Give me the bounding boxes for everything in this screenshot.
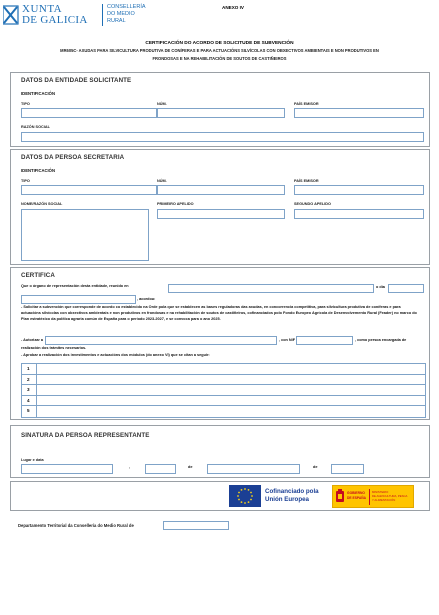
secretaria-pais-label: PAÍS EMISOR bbox=[294, 179, 319, 183]
row-number: 2 bbox=[27, 376, 30, 382]
secretaria-section bbox=[10, 149, 430, 265]
o-dia-text: o día bbox=[376, 285, 385, 289]
data-acordo-field[interactable] bbox=[21, 295, 136, 304]
row-number: 5 bbox=[27, 408, 30, 414]
table-row[interactable] bbox=[22, 396, 425, 407]
de-text-1: de bbox=[188, 465, 193, 469]
secretaria-pais-field[interactable] bbox=[294, 185, 424, 195]
secretaria-tipo-label: TIPO bbox=[21, 179, 30, 183]
entidade-tipo-field[interactable] bbox=[21, 108, 157, 118]
ministry-divider bbox=[369, 489, 370, 505]
xunta-logo bbox=[3, 3, 153, 29]
day-field[interactable] bbox=[145, 464, 176, 474]
secretaria-title: DATOS DA PERSOA SECRETARIA bbox=[21, 154, 125, 161]
nif-field[interactable] bbox=[296, 336, 353, 345]
secretaria-num-label: NÚM. bbox=[157, 179, 167, 183]
lugar-data-label: Lugar e data bbox=[21, 458, 44, 462]
acordou-text: , acordou: bbox=[137, 297, 156, 301]
entidade-razon-label: RAZÓN SOCIAL bbox=[21, 125, 50, 129]
entidade-tipo-label: TIPO bbox=[21, 102, 30, 106]
row-number: 3 bbox=[27, 387, 30, 393]
secretaria-tipo-field[interactable] bbox=[21, 185, 157, 195]
entidade-identificacion: IDENTIFICACIÓN bbox=[21, 91, 55, 96]
lugar-field[interactable] bbox=[21, 464, 113, 474]
sinatura-title: SINATURA DA PERSOA REPRESENTANTE bbox=[21, 432, 150, 439]
entidade-num-label: NÚM. bbox=[157, 102, 167, 106]
eu-text-1: Cofinanciado pola bbox=[265, 488, 319, 495]
entidade-title: DATOS DA ENTIDADE SOLICITANTE bbox=[21, 77, 132, 84]
secretaria-apelido1-label: PRIMEIRO APELIDO bbox=[157, 202, 194, 206]
eu-flag-icon bbox=[229, 485, 261, 507]
min-line2: DE AGRICULTURA, PESCA bbox=[372, 494, 408, 498]
document-subtitle-2: FRONDOSAS E NA REHABILITACIÓN DE SOUTOS DE CASTIÑEIROS bbox=[152, 56, 287, 61]
table-row[interactable] bbox=[22, 385, 425, 396]
table-row[interactable] bbox=[22, 406, 425, 417]
annex-label: ANEXO IV bbox=[222, 5, 244, 10]
entidade-razon-field[interactable] bbox=[21, 132, 424, 142]
entidade-pais-field[interactable] bbox=[294, 108, 424, 118]
spain-coat-of-arms-icon bbox=[335, 489, 345, 504]
departamento-field[interactable] bbox=[163, 521, 229, 530]
entidade-num-field[interactable] bbox=[157, 108, 285, 118]
aprobar-text: - Aprobar a realización dos investimentos e actuacións dos módulos (do anexo VI) que se citan a seguir: bbox=[21, 353, 210, 357]
comma-sep: , bbox=[129, 465, 131, 469]
sinatura-section bbox=[10, 425, 430, 478]
de-text-2: de bbox=[313, 465, 318, 469]
entidade-pais-label: PAÍS EMISOR bbox=[294, 102, 319, 106]
secretaria-nome-field[interactable] bbox=[21, 209, 149, 261]
document-subtitle-1: MR605C- AXUDAS PARA SILVICULTURA PRODUTIVA DE CONÍFERAS E PARA ACTUACIÓNS SILVÍCOLAS CON OBXECTIVOS AMBIENTAIS E NON PRODUTIVOS EN bbox=[60, 48, 379, 53]
min-line1: MINISTERIO bbox=[372, 490, 389, 494]
organo-field[interactable] bbox=[168, 284, 374, 293]
dept-line3: RURAL bbox=[107, 18, 126, 24]
dia-field[interactable] bbox=[388, 284, 424, 293]
dept-line2: DO MEDIO bbox=[107, 11, 135, 17]
secretaria-num-field[interactable] bbox=[157, 185, 285, 195]
org-name-line2: DE GALICIA bbox=[22, 14, 88, 26]
autorizar-persoa-field[interactable] bbox=[45, 336, 277, 345]
certifica-section bbox=[10, 267, 430, 420]
secretaria-apelido2-field[interactable] bbox=[294, 209, 424, 219]
secretaria-identificacion: IDENTIFICACIÓN bbox=[21, 168, 55, 173]
certifica-line1-text: Que o órgano de representación desta entidade, reunido en bbox=[21, 284, 129, 288]
secretaria-nome-label: NOME/RAZÓN SOCIAL bbox=[21, 202, 63, 206]
entidade-section bbox=[10, 72, 430, 147]
autorizar-text: - Autorizar a bbox=[21, 338, 44, 342]
realizacion-text: realización dos trámites necesarios. bbox=[21, 346, 87, 350]
gov-line2: DE ESPAÑA bbox=[347, 496, 366, 500]
secretaria-apelido2-label: SEGUNDO APELIDO bbox=[294, 202, 331, 206]
como-persoa-text: , como persoa encargada de bbox=[355, 338, 407, 342]
departamento-label: Departamento Territorial da Consellería do Medio Rural de bbox=[18, 523, 134, 528]
table-row[interactable] bbox=[22, 375, 425, 386]
month-field[interactable] bbox=[207, 464, 300, 474]
logos-strip bbox=[10, 481, 430, 511]
certifica-title: CERTIFICA bbox=[21, 272, 55, 279]
modules-table bbox=[21, 363, 426, 418]
document-title: CERTIFICACIÓN DO ACORDO DE SOLICITUDE DE SUBVENCIÓN bbox=[145, 41, 294, 46]
table-row[interactable] bbox=[22, 364, 425, 375]
con-nif-text: , con NIF bbox=[279, 338, 296, 342]
row-number: 1 bbox=[27, 366, 30, 371]
logo-divider bbox=[102, 4, 103, 26]
min-line3: Y ALIMENTACIÓN bbox=[372, 498, 396, 502]
dept-line1: CONSELLERÍA bbox=[107, 4, 146, 10]
xunta-cross-icon bbox=[3, 5, 19, 25]
eu-text-2: Unión Europea bbox=[265, 496, 310, 503]
year-field[interactable] bbox=[331, 464, 364, 474]
solicitar-paragraph: - Solicitar a subvención que corresponde de acordo co establecido na Orde pola que se establecen as bases reguladoras das axudas, en concorrencia competitiva, para silvicultura produtiva de coníferas e para actuacións silvícolas con obxectivos ambientais e non produtivos en frondosas e na rehabilitación de soutos de castiñeiros, cofinanciados polo Fondo Europeo Agrícola de Desenvolvemento Rural (Feader) no marco do Plan estratéxico da política agraria común de España para o período 2023-2027, e se convoca para o ano 2025. bbox=[21, 305, 417, 321]
spain-ministry-logo bbox=[332, 485, 414, 508]
secretaria-apelido1-field[interactable] bbox=[157, 209, 285, 219]
org-name-line1: XUNTA bbox=[22, 3, 63, 15]
gov-line1: GOBIERNO bbox=[347, 491, 365, 495]
row-number: 4 bbox=[27, 397, 30, 403]
